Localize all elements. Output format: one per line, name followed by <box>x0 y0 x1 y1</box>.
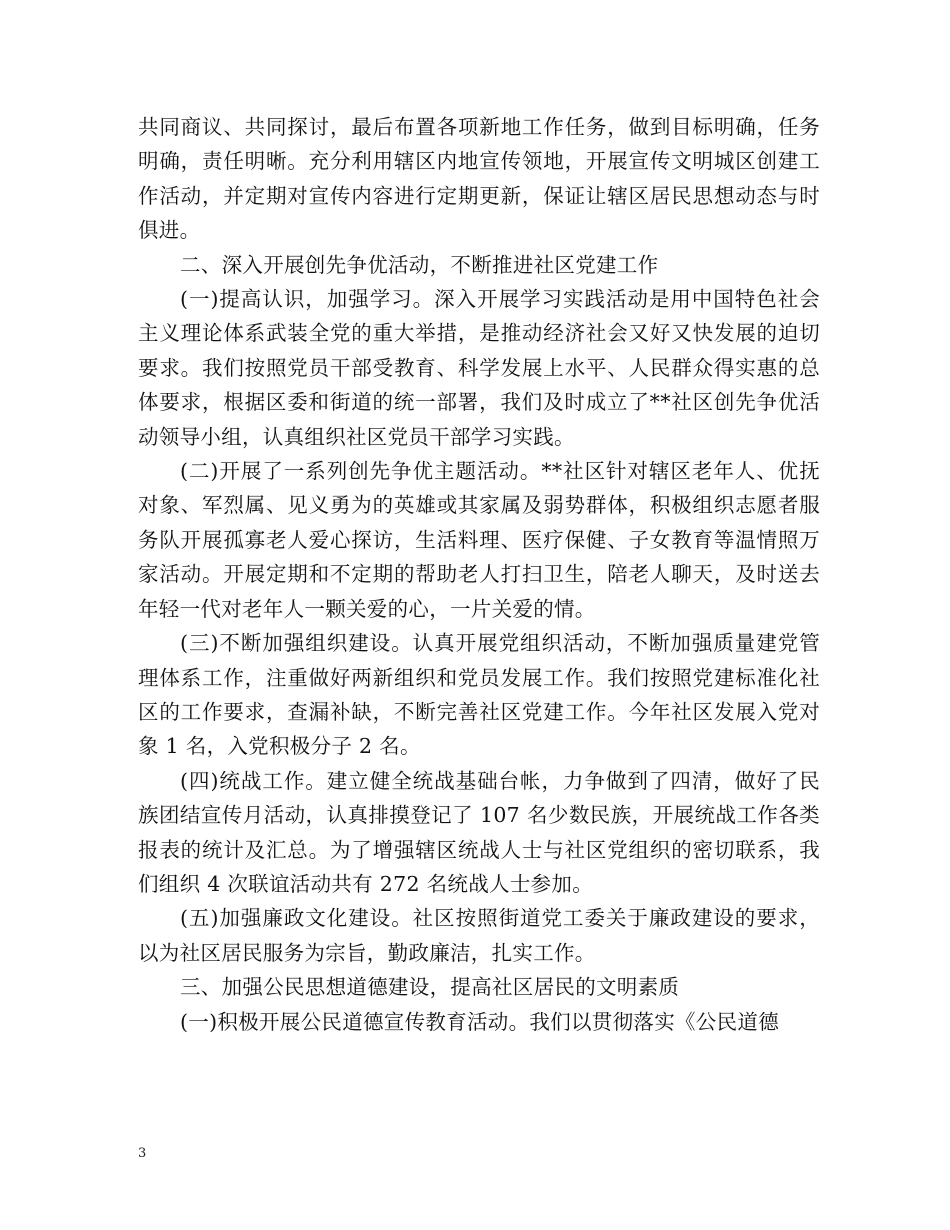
paragraph-2-4: (四)统战工作。建立健全统战基础台帐，力争做到了四清，做好了民族团结宣传月活动，认真排摸登记了 107 名少数民族，开展统战工作各类报表的统计及汇总。为了增强辖区统战人士与社区党组织的密切联系，我们组织 4 次联谊活动共有 272 名统战人士参加。 <box>138 768 820 896</box>
section-heading-2: 二、深入开展创先争优活动，不断推进社区党建工作 <box>180 252 659 277</box>
document-body <box>138 110 820 1039</box>
section-heading-3: 三、加强公民思想道德建设，提高社区居民的文明素质 <box>180 975 680 1000</box>
paragraph-2-5: (五)加强廉政文化建设。社区按照街道党工委关于廉政建设的要求，以为社区居民服务为宗旨，勤政廉洁，扎实工作。 <box>138 906 820 965</box>
page-number: 3 <box>138 1146 147 1161</box>
paragraph-2-2: (二)开展了一系列创先争优主题活动。**社区针对辖区老年人、优抚对象、军烈属、见义勇为的英雄或其家属及弱势群体，积极组织志愿者服务队开展孤寡老人爱心探访，生活料理、医疗保健、子女教育等温情照万家活动。开展定期和不定期的帮助老人打扫卫生，陪老人聊天，及时送去年轻一代对老年人一颗关爱的心，一片关爱的情。 <box>138 459 820 621</box>
paragraph-1: 共同商议、共同探讨，最后布置各项新地工作任务，做到目标明确，任务明确，责任明晰。充分利用辖区内地宣传领地，开展宣传文明城区创建工作活动，并定期对宣传内容进行定期更新，保证让辖区居民思想动态与时俱进。 <box>138 115 820 243</box>
paragraph-3-1: (一)积极开展公民道德宣传教育活动。我们以贯彻落实《公民道德 <box>180 1009 779 1034</box>
paragraph-2-3: (三)不断加强组织建设。认真开展党组织活动，不断加强质量建党管理体系工作，注重做好两新组织和党员发展工作。我们按照党建标准化社区的工作要求，查漏补缺，不断完善社区党建工作。今年社区发展入党对象 1 名，入党积极分子 2 名。 <box>138 631 820 759</box>
paragraph-2-1: (一)提高认识，加强学习。深入开展学习实践活动是用中国特色社会主义理论体系武装全党的重大举措，是推动经济社会又好又快发展的迫切要求。我们按照党员干部受教育、科学发展上水平、人民群众得实惠的总体要求，根据区委和街道的统一部署，我们及时成立了**社区创先争优活动领导小组，认真组织社区党员干部学习实践。 <box>138 287 820 449</box>
